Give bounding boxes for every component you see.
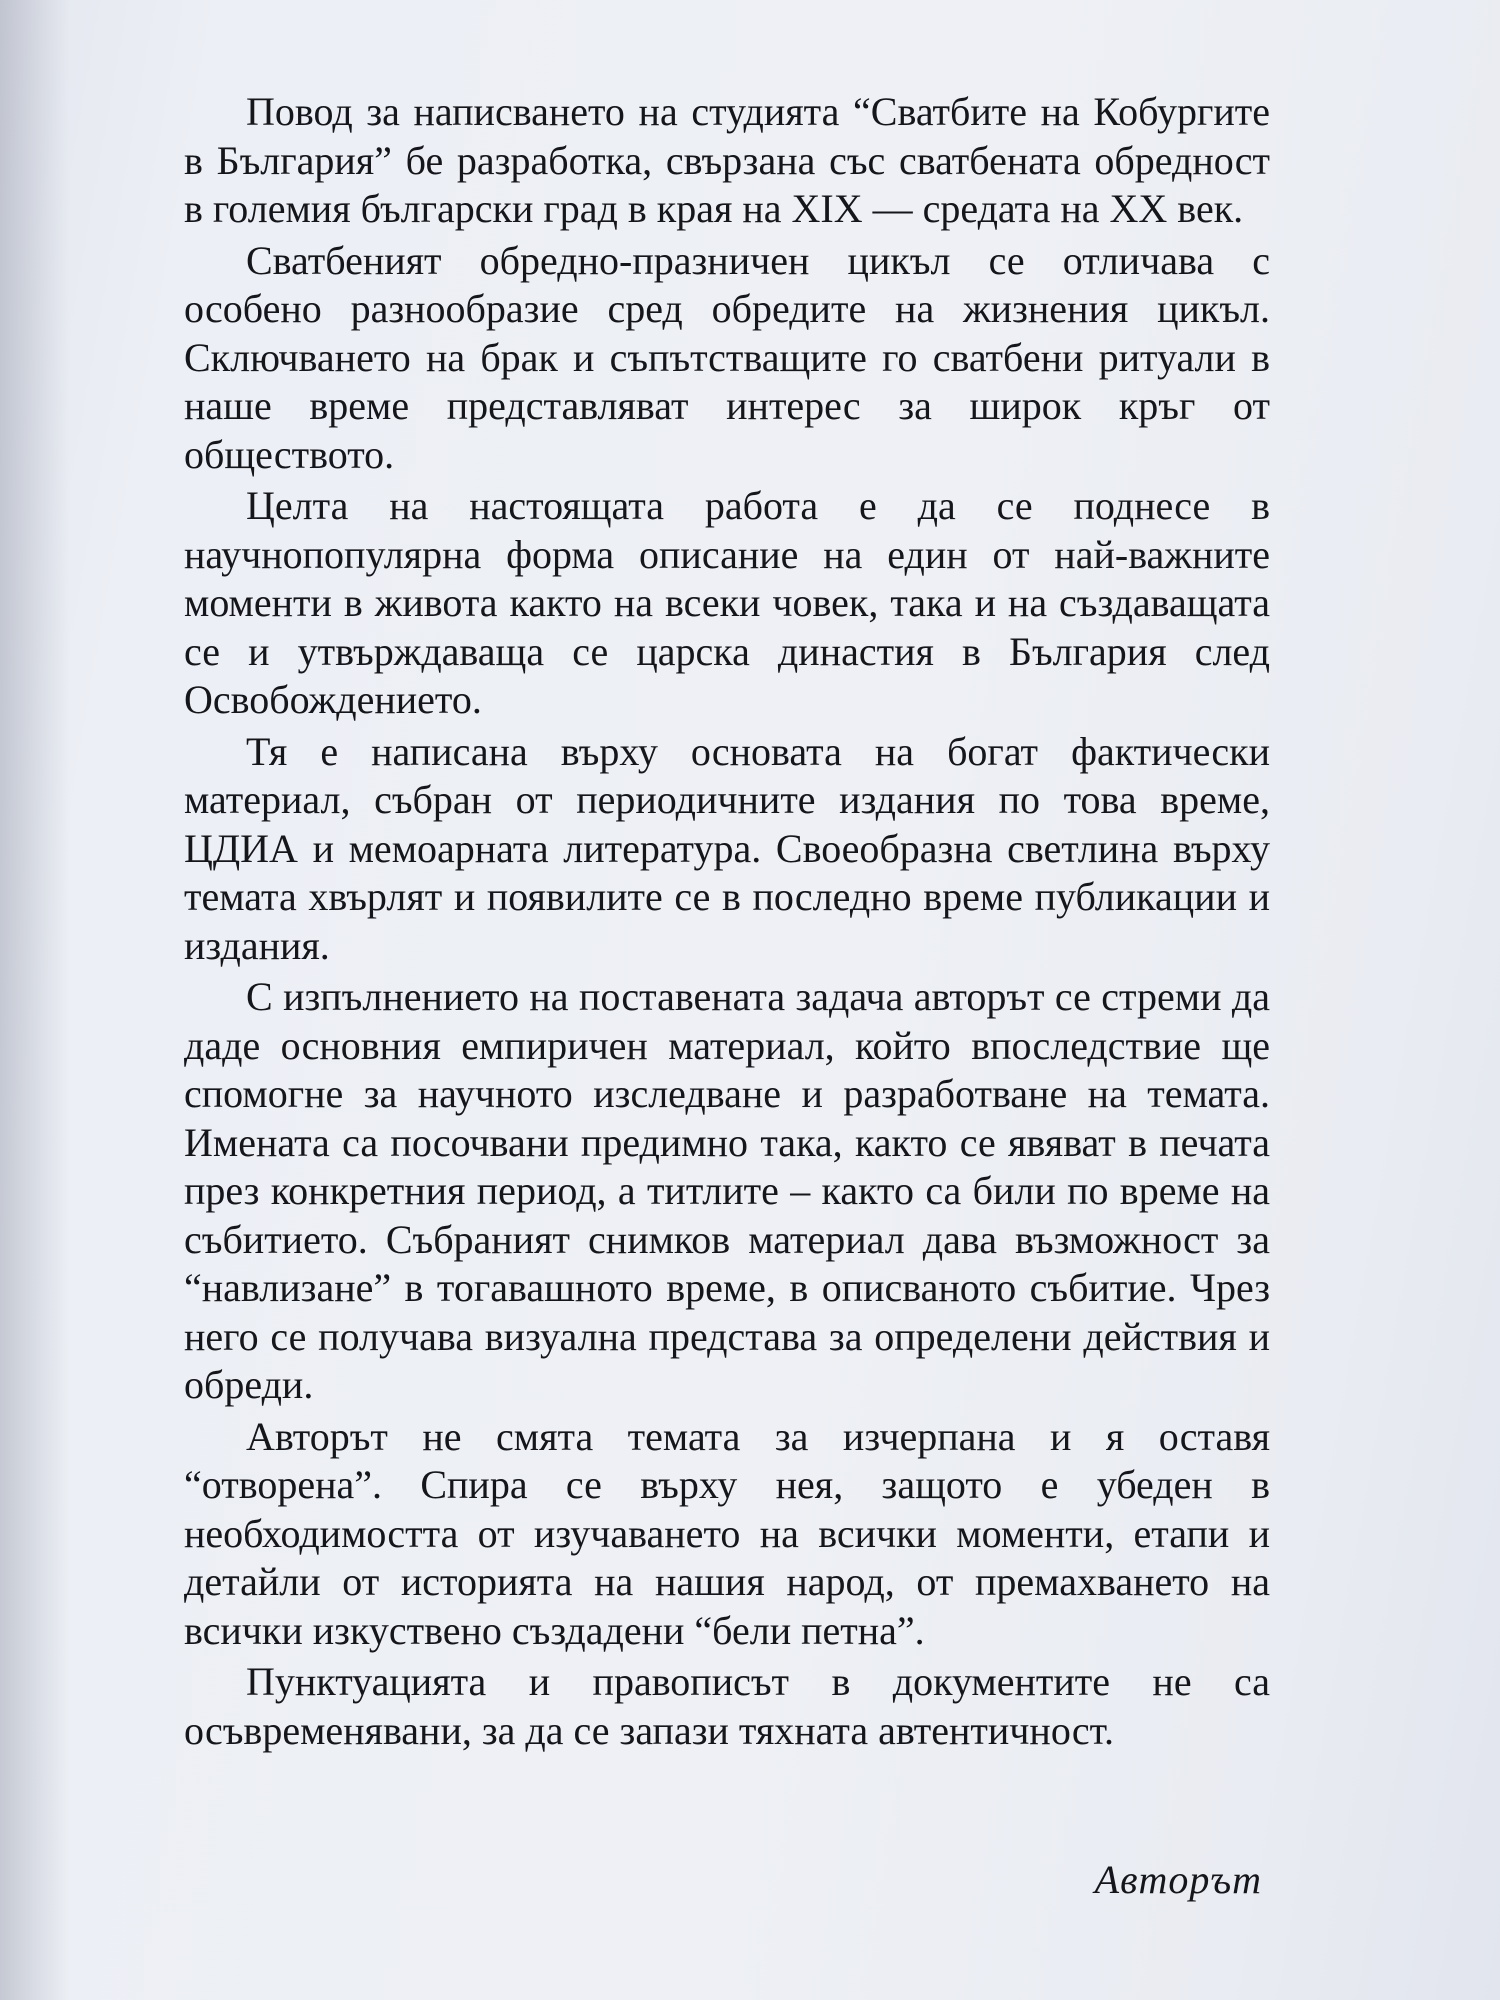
paragraph-7: Пунктуацията и правописът в документите не са осъвременявани, за да се запази тяхната автентичност. [184, 1659, 1270, 1753]
paragraph-5: С изпълнението на поставената задача авторът се стреми да даде основния емпиричен материал, който впоследствие ще спомогне за научното изследване и разработване на темата. Имената са посочвани предимно така, както се явяват в печата през конкретния период, а титлите – както са били по време на събитието. Събраният снимков материал дава възможност за “навлизане” в тогавашното време, в описваното събитие. Чрез него се получава визуална представа за определени действия и обреди. [184, 974, 1270, 1407]
paragraph-6: Авторът не смята темата за изчерпана и я оставя “отворена”. Спира се върху нея, защото е убеден в необходимостта от изучаването на всички моменти, етапи и детайли от историята на нашия народ, от премахването на всички изкуствено създадени “бели петна”. [184, 1413, 1270, 1653]
paragraph-2: Сватбеният обредно-празничен цикъл се отличава с особено разнообразие сред обредите на жизнения цикъл. Сключването на брак и съпътстващите го сватбени ритуали в наше време представляват интерес за широк кръг от обществото. [184, 237, 1270, 477]
preface-text [184, 88, 1270, 1758]
author-signature: Авторът [1094, 1857, 1262, 1902]
paragraph-4: Тя е написана върху основата на богат фактически материал, събран от периодичните издания по това време, ЦДИА и мемоарната литература. Своеобразна светлина върху темата хвърлят и появилите се в последно време публикации и издания. [184, 728, 1270, 968]
paragraph-3: Целта на настоящата работа е да се поднесе в научнопопулярна форма описание на един от най-важните моменти в живота както на всеки човек, така и на създаващата се и утвърждаваща се царска династия в България след Освобождението. [184, 483, 1270, 722]
paragraph-1: Повод за написването на студията “Сватбите на Кобургите в България” бе разработка, свързана със сватбената обредност в големия български град в края на XIX — средата на XX век. [184, 89, 1270, 231]
page-gutter-shadow [0, 0, 70, 2000]
